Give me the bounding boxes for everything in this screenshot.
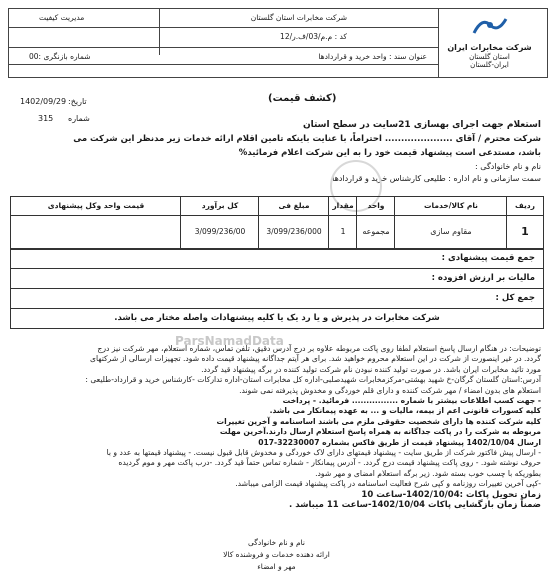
vat-row: مالیات بر ارزش افزوده : — [11, 268, 543, 288]
number-label: شماره — [68, 114, 90, 123]
col-item-header: نام کالا/خدمات — [394, 197, 507, 215]
form-header — [8, 8, 548, 78]
signature-stamp: مهر و امضاء — [257, 562, 296, 571]
cell-offer — [11, 215, 181, 249]
date-value: 1402/09/29 — [20, 97, 67, 106]
col-unit-price-header: مبلغ فی — [258, 197, 329, 215]
cell-unit-price: 3/099/236/000 — [258, 215, 329, 249]
note-line: زمان تحویل پاکات :1402/10/04-ساعت 10 — [361, 489, 541, 500]
note-line: استعلام های بدون امضاء / مهر شرکت کننده و دارای قلم خوردگی و مخدوش پذیرفته نمی شوند. — [239, 385, 541, 395]
quality-management: مدیریت کیفیت — [39, 13, 85, 22]
document-title: عنوان سند : واحد خرید و قراردادها — [318, 52, 427, 61]
note-line: - ارسال پیش فاکتور شرکت از طریق سایت - پیشنهاد قیمتهای دارای لاک خوردگی و مخدوش قابل قبول نیست. - پیشنهاد قیمتها به عدد و با — [106, 448, 541, 458]
col-row-header: ردیف — [506, 197, 543, 215]
addressee-line: شرکت محترم / آقای ..................... احتراماً، با عنایت باینکه تامین اقلام ارائه خدمات زیر مدنظر این شرکت می — [73, 134, 541, 144]
note-line: ارسال 1402/10/04 پیشنهاد قیمت از طریق فاکس بشماره 32230007-017 — [258, 437, 541, 447]
price-table — [10, 196, 544, 250]
position-line: سمت سازمانی و نام اداره : طلیعی کارشناس خرید و قراردادها — [332, 174, 541, 183]
total-offer-row: جمع قیمت پیشنهادی : — [11, 248, 543, 268]
logo-title: شرکت مخابرات ایران — [447, 43, 532, 52]
grand-total-row: جمع کل : — [11, 288, 543, 308]
note-line: کلیه شرکت کننده ها دارای شخصیت حقوقی ملزم می باشند اساسنامه و آخرین تغییرات — [216, 416, 541, 426]
note-line: - جهت کسب اطلاعات بیشتر با شماره ................ فرمائید. - پرداخت — [282, 396, 541, 406]
review-number: شماره بازنگری :00 — [29, 52, 91, 61]
note-line: آدرس:استان گلستان گرگان-خ شهید بهشتی-مرکزمخابرات شهیدصلبی-اداره کل مخابرات استان-اداره تدارکات -کارشناس خرید و قرارداد-طلیعی : — [85, 375, 541, 385]
document-kind: (کشف قیمت) — [268, 93, 337, 104]
signature-name: نام و نام خانوادگی — [248, 538, 305, 547]
note-line: حروف نوشته شود. - روی پاکت پیشنهاد قیمت درج گردد. - آدرس پیمانکار - شماره تماس حتماً قید گردد. -درب پاکت مهر و موم گردیده — [118, 458, 541, 468]
cell-item: مقاوم سازی — [394, 215, 507, 249]
cell-row: 1 — [506, 215, 543, 249]
form-code: کد : م.م/03/ف.ر/12 — [280, 32, 347, 41]
watermark: ParsNamadData — [175, 334, 284, 348]
col-estimate-header: کل برآورد — [180, 197, 259, 215]
note-line: ضمناً زمان بازگشایی پاکات 1402/10/04-ساعت 11 میباشد . — [289, 500, 541, 511]
cell-estimate: 3/099/236/00 — [180, 215, 259, 249]
company-logo — [442, 13, 537, 71]
full-name-line: نام و نام خانوادگی : — [475, 162, 541, 171]
note-line: مورد تائید مخابرات ایران باشد. در صورت تولید کننده نبودن نام شرکت تولید کننده در برگه پیشنهاد قید گردد. — [201, 364, 541, 374]
inquiry-subject: استعلام جهت اجرای بهسازی 21سایت در سطح استان — [302, 120, 541, 130]
note-line: -کپی آخرین تغییرات روزنامه و کپی شرح فعالیت اساسنامه در پاکت پیشنهاد قیمت الزامی میباشد. — [235, 479, 541, 489]
rights-reserved-row: شرکت مخابرات در پذیرش و یا رد یک یا کلیه پیشنهادات واصله مختار می باشد. — [11, 308, 543, 328]
col-unit-header: واحد — [356, 197, 395, 215]
note-line: مربوطه به شرکت را در پاکت جداگانه به همراه پاسخ استعلام ارسال دارند.آخرین مهلت — [219, 427, 541, 437]
summary-box — [10, 248, 544, 329]
note-line: کلیه کسورات قانونی اعم از بیمه، مالیات و ... به عهده پیمانکار می باشد. — [269, 406, 541, 416]
date-label: تاریخ: — [68, 97, 87, 106]
cell-unit: مجموعه — [356, 215, 395, 249]
number-value: 315 — [38, 114, 54, 123]
note-line: گردد. در غیر اینصورت از شرکت در این استعلام محروم خواهید شد. برای هر آیتم جداگانه پیشنهاد قیمت داده شود. تجهیزات ارسالی از شرکتهای — [90, 354, 541, 364]
request-line: باشد، مستدعی است پیشنهاد قیمت خود را به این شرکت اعلام فرمائید% — [238, 148, 541, 158]
note-line: توضیحات: در هنگام ارسال پاسخ استعلام لطفا روی پاکت مربوطه علاوه بر درج آدرس دقیق، تلفن تماس، شماره استعلام، مهر شرکت نیز درج — [97, 344, 541, 353]
company-name: شرکت مخابرات استان گلستان — [250, 13, 347, 22]
col-offer-header: قیمت واحد وکل پیشنهادی — [47, 201, 145, 210]
cell-qty: 1 — [328, 215, 357, 249]
col-qty-header: مقدار — [328, 197, 357, 215]
signature-role: ارائه دهنده خدمات و فروشنده کالا — [223, 550, 330, 559]
note-line: بطوریکه با چسب خوب بسته شود. زیر برگه استعلام امضای و مهر شود. — [315, 468, 541, 478]
telecom-logo-icon — [470, 13, 510, 39]
logo-tag: ایران-گلستان — [470, 61, 509, 69]
logo-subtitle: استان گلستان — [469, 53, 510, 61]
notes-section — [11, 344, 541, 511]
